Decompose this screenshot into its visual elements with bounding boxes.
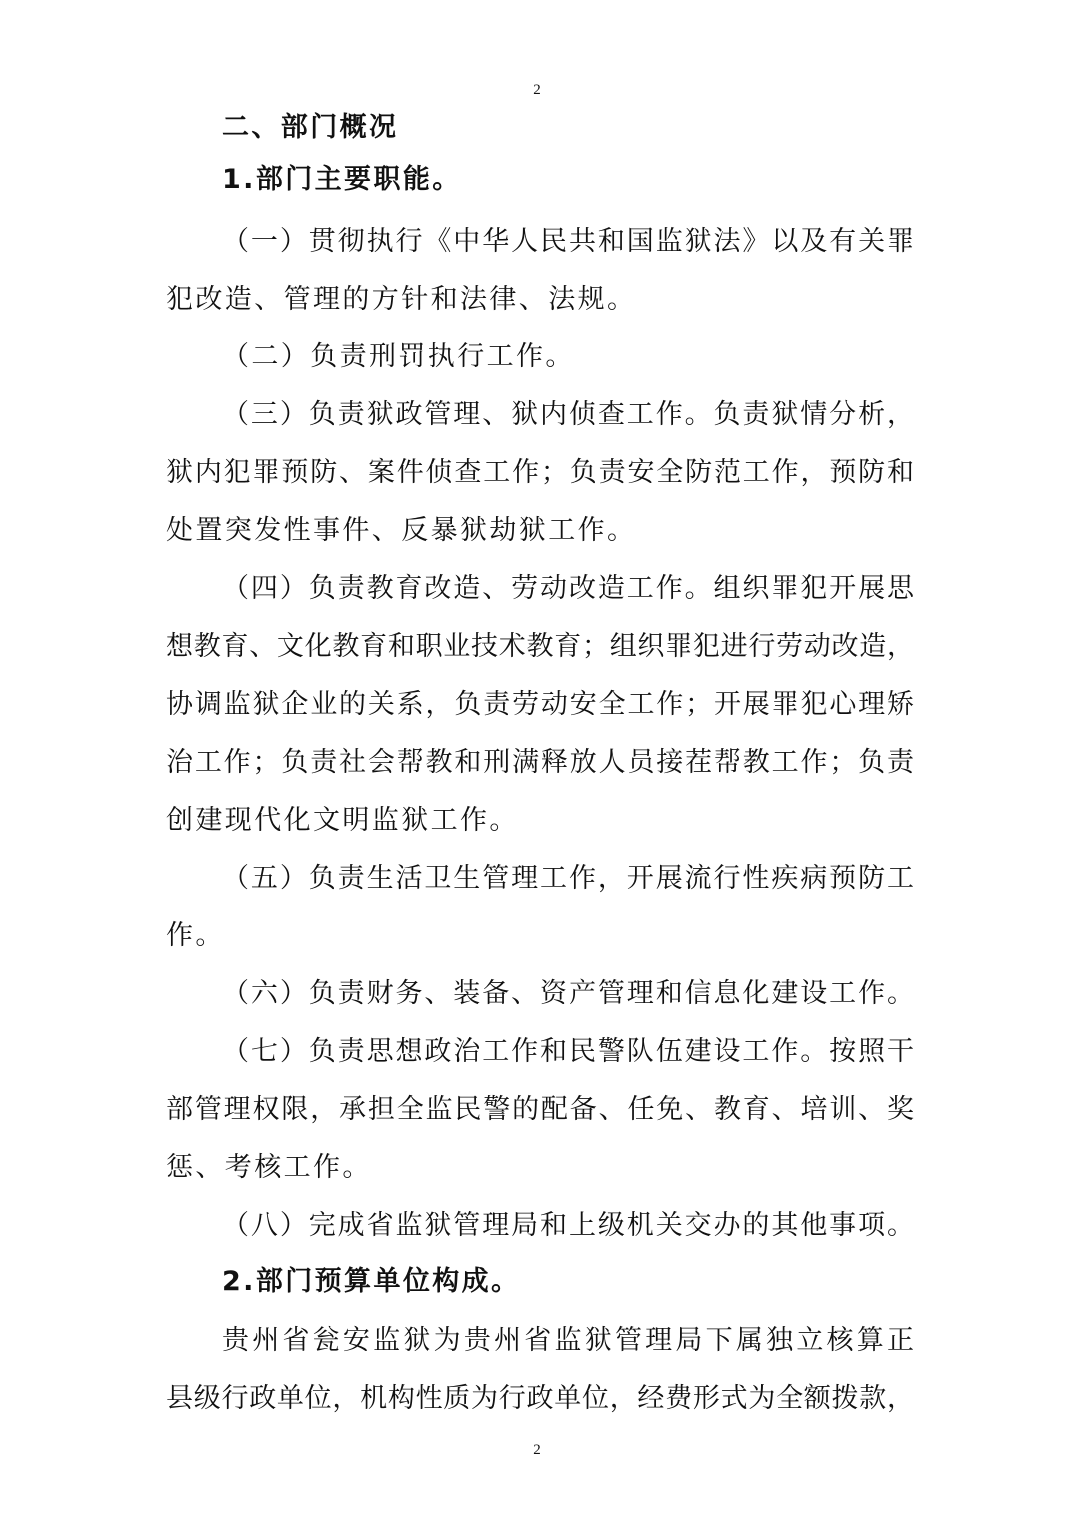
text-line: 部管理权限，承担全监民警的配备、任免、教育、培训、奖 bbox=[166, 1094, 914, 1125]
section-heading: 二、部门概况 bbox=[222, 112, 399, 143]
text-line: 作。 bbox=[166, 920, 225, 951]
text-line: 县级行政单位，机构性质为行政单位，经费形式为全额拨款， bbox=[166, 1383, 914, 1414]
text-line: （六）负责财务、装备、资产管理和信息化建设工作。 bbox=[222, 978, 914, 1009]
page-number-bottom: 2 bbox=[533, 1442, 541, 1458]
text-line: 狱内犯罪预防、案件侦查工作；负责安全防范工作，预防和 bbox=[166, 457, 914, 488]
text-line: 惩、考核工作。 bbox=[166, 1152, 372, 1183]
page-number-top: 2 bbox=[533, 82, 541, 98]
text-line: 想教育、文化教育和职业技术教育；组织罪犯进行劳动改造， bbox=[166, 631, 914, 662]
sub-heading-functions: 1.部门主要职能。 bbox=[222, 164, 462, 195]
text-line: （八）完成省监狱管理局和上级机关交办的其他事项。 bbox=[222, 1210, 914, 1241]
text-line: （四）负责教育改造、劳动改造工作。组织罪犯开展思 bbox=[222, 573, 914, 604]
text-line: 创建现代化文明监狱工作。 bbox=[166, 805, 519, 836]
text-line: 贵州省瓮安监狱为贵州省监狱管理局下属独立核算正 bbox=[222, 1325, 914, 1356]
text-line: 处置突发性事件、反暴狱劫狱工作。 bbox=[166, 515, 637, 546]
text-line: （一）贯彻执行《中华人民共和国监狱法》以及有关罪 bbox=[222, 226, 914, 257]
sub-heading-budget-units: 2.部门预算单位构成。 bbox=[222, 1266, 521, 1297]
text-line: 犯改造、管理的方针和法律、法规。 bbox=[166, 284, 637, 315]
text-line: 协调监狱企业的关系，负责劳动安全工作；开展罪犯心理矫 bbox=[166, 689, 914, 720]
text-line: （七）负责思想政治工作和民警队伍建设工作。按照干 bbox=[222, 1036, 914, 1067]
text-line: （二）负责刑罚执行工作。 bbox=[222, 341, 575, 372]
text-line: （五）负责生活卫生管理工作，开展流行性疾病预防工 bbox=[222, 863, 914, 894]
text-line: 治工作；负责社会帮教和刑满释放人员接茬帮教工作；负责 bbox=[166, 747, 914, 778]
text-line: （三）负责狱政管理、狱内侦查工作。负责狱情分析， bbox=[222, 399, 914, 430]
